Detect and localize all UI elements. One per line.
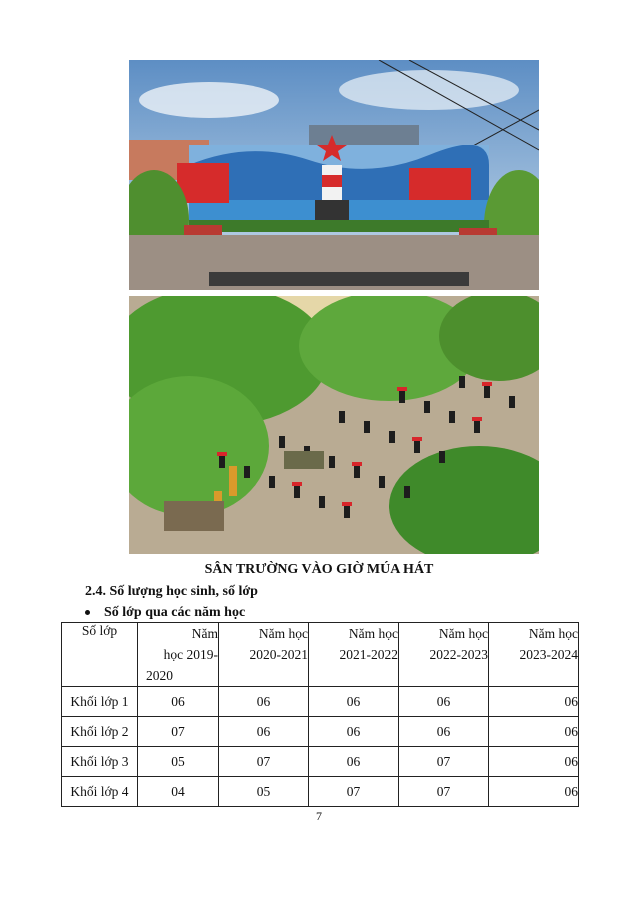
table-cell: 06 <box>489 747 579 777</box>
table-cell: 07 <box>399 777 489 807</box>
header-year-2020-2021 <box>219 623 309 687</box>
row-label: Khối lớp 4 <box>62 777 138 807</box>
header-class-count: Số lớp <box>62 623 138 687</box>
header-year-2021-2022 <box>309 623 399 687</box>
header-line: Năm học <box>348 626 398 641</box>
header-year-2022-2023 <box>399 623 489 687</box>
header-line: 2022-2023 <box>429 647 488 662</box>
table-row <box>62 687 579 717</box>
table-cell: 06 <box>138 687 219 717</box>
section-heading: 2.4. Số lượng học sinh, số lớp <box>85 584 258 599</box>
table-cell: 07 <box>399 747 489 777</box>
schoolyard-monument-photo <box>129 60 539 290</box>
bullet-item <box>85 605 245 621</box>
header-line: Năm <box>191 626 218 641</box>
table-cell: 07 <box>309 777 399 807</box>
table-cell: 07 <box>138 717 219 747</box>
row-label: Khối lớp 3 <box>62 747 138 777</box>
header-year-2023-2024 <box>489 623 579 687</box>
header-line: Năm học <box>258 626 308 641</box>
header-line: học 2019- <box>163 647 218 662</box>
header-line: Năm học <box>528 626 578 641</box>
table-cell: 06 <box>489 777 579 807</box>
header-line: 2021-2022 <box>339 647 398 662</box>
row-label: Khối lớp 1 <box>62 687 138 717</box>
header-line: 2020-2021 <box>249 647 308 662</box>
header-line: 2023-2024 <box>519 647 578 662</box>
table-cell: 06 <box>489 687 579 717</box>
table-row <box>62 777 579 807</box>
table-cell: 06 <box>399 717 489 747</box>
table-cell: 05 <box>219 777 309 807</box>
table-cell: 06 <box>309 687 399 717</box>
header-line: Năm học <box>438 626 488 641</box>
students-dancing-photo <box>129 296 539 554</box>
bullet-dot-icon <box>85 610 90 615</box>
table-cell: 06 <box>219 717 309 747</box>
row-label: Khối lớp 2 <box>62 717 138 747</box>
table-cell: 06 <box>309 747 399 777</box>
header-line: 2020 <box>146 668 173 683</box>
table-row <box>62 717 579 747</box>
table-header-row <box>62 623 579 687</box>
table-cell: 06 <box>399 687 489 717</box>
header-year-2019-2020 <box>138 623 219 687</box>
table-cell: 04 <box>138 777 219 807</box>
table-cell: 06 <box>309 717 399 747</box>
table-cell: 05 <box>138 747 219 777</box>
class-count-table <box>61 622 579 807</box>
table-row <box>62 747 579 777</box>
table-cell: 07 <box>219 747 309 777</box>
table-cell: 06 <box>489 717 579 747</box>
table-cell: 06 <box>219 687 309 717</box>
page-number: 7 <box>316 809 322 823</box>
bullet-text: Số lớp qua các năm học <box>104 605 246 620</box>
photo-caption: SÂN TRƯỜNG VÀO GIỜ MÚA HÁT <box>204 562 434 577</box>
